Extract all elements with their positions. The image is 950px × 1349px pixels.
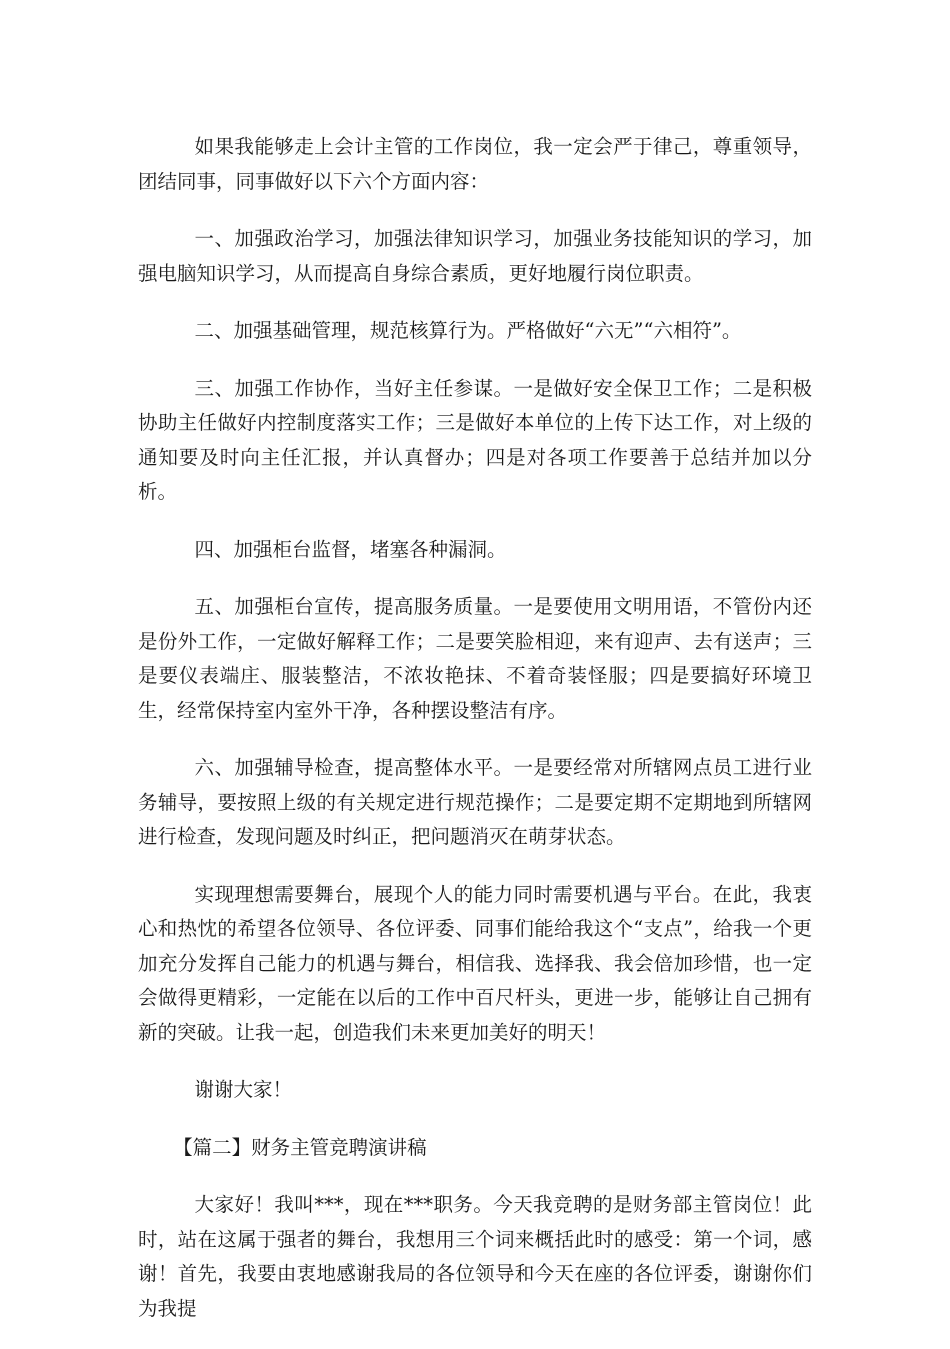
paragraph-item-6: 六、加强辅导检查，提高整体水平。一是要经常对所辖网点员工进行业务辅导，要按照上级的有关规定进行规范操作；二是要定期不定期地到所辖网进行检查，发现问题及时纠正，把问题消灭在萌芽状态。 bbox=[138, 756, 812, 848]
paragraph-intro: 如果我能够走上会计主管的工作岗位，我一定会严于律己，尊重领导，团结同事，同事做好以下六个方面内容： bbox=[138, 135, 812, 193]
paragraph-item-3: 三、加强工作协作，当好主任参谋。一是做好安全保卫工作；二是积极协助主任做好内控制度落实工作；三是做好本单位的上传下达工作，对上级的通知要及时向主任汇报，并认真督办；四是对各项工作要善于总结并加以分析。 bbox=[138, 376, 812, 503]
paragraph-thanks: 谢谢大家！ bbox=[194, 1078, 293, 1101]
paragraph-item-1: 一、加强政治学习，加强法律知识学习，加强业务技能知识的学习，加强电脑知识学习，从而提高自身综合素质，更好地履行岗位职责。 bbox=[138, 227, 812, 285]
section-heading: 【篇二】财务主管竞聘演讲稿 bbox=[173, 1135, 427, 1159]
paragraph-item-2: 二、加强基础管理，规范核算行为。严格做好“六无”“六相符”。 bbox=[194, 319, 742, 342]
paragraph-conclusion: 实现理想需要舞台，展现个人的能力同时需要机遇与平台。在此，我衷心和热忱的希望各位领导、各位评委、同事们能给我这个“支点”，给我一个更加充分发挥自己能力的机遇与舞台，相信我、选择我、我会倍加珍惜，也一定会做得更精彩，一定能在以后的工作中百尺杆头，更进一步，能够让自己拥有新的突破。让我一起，创造我们未来更加美好的明天！ bbox=[138, 882, 812, 1044]
document-body bbox=[138, 130, 812, 1349]
paragraph-section-two-opening: 大家好！我叫***，现在***职务。今天我竞聘的是财务部主管岗位！此时，站在这属于强者的舞台，我想用三个词来概括此时的感受：第一个词，感谢！首先，我要由衷地感谢我局的各位领导和今天在座的各位评委，谢谢你们为我提 bbox=[138, 1193, 812, 1320]
paragraph-item-5: 五、加强柜台宣传，提高服务质量。一是要使用文明用语，不管份内还是份外工作，一定做好解释工作；二是要笑脸相迎，来有迎声、去有送声；三是要仪表端庄、服装整洁，不浓妆艳抹、不着奇装怪服；四是要搞好环境卫生，经常保持室内室外干净，各种摆设整洁有序。 bbox=[138, 595, 812, 722]
paragraph-item-4: 四、加强柜台监督，堵塞各种漏洞。 bbox=[194, 537, 507, 561]
